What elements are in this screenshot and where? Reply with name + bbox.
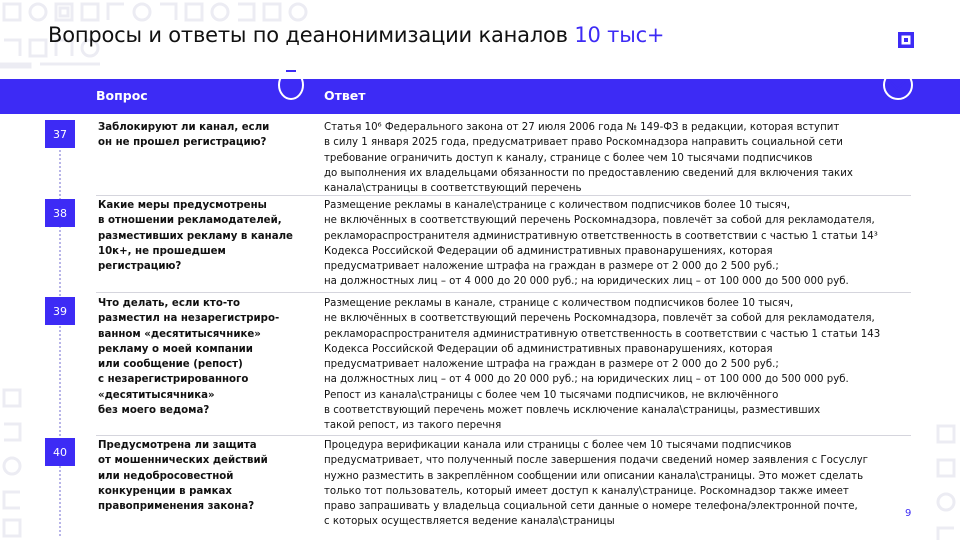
question-text: Что делать, если кто-то разместил на незарегистриро- ванном «десятитысячнике» рекламу о моей компании или сообщение (репост) с незарегистрированного «десятитысячника» без моего ведома? bbox=[98, 298, 280, 417]
decorative-pattern-bottom-right bbox=[920, 420, 960, 540]
page-number: 9 bbox=[905, 508, 912, 519]
page-title-accent: 10 тыс+ bbox=[574, 23, 665, 47]
row-number-badge: 40 bbox=[45, 438, 75, 466]
row-divider bbox=[96, 292, 911, 293]
row-number-badge: 37 bbox=[45, 120, 75, 148]
table-header bbox=[0, 79, 960, 114]
checkmark-ring-icon bbox=[881, 68, 915, 102]
column-header-question: Вопрос bbox=[96, 88, 148, 103]
answer-text: Статья 10⁶ Федерального закона от 27 июля 2006 года № 149-ФЗ в редакции, которая вступит в силу 1 января 2025 года, предусматривает право Роскомнадзора направить социальной сети требование ограничить доступ к каналу, странице с более чем 10 тысячами подписчиков до выполнения их владельцами обязанности по предоставлению сведений для включения таких канала\страницы в соответствующий перечень bbox=[324, 122, 853, 195]
question-text: Какие меры предусмотрены в отношении рекламодателей, разместивших рекламу в канале 10к+, не прошедшем регистрацию? bbox=[98, 200, 293, 273]
answer-text: Размещение рекламы в канале, странице с количеством подписчиков более 10 тысяч, не включённых в соответствующий перечень Роскомнадзора, повлечёт за собой для рекламодателя, рекламораспространителя административную ответственность в соответствии с частью 1 статьи 143 Кодекса Российской Федерации об административных правонарушениях, которая предусматривает наложение штрафа на граждан в размере от 2 000 до 2 500 руб.; на должностных лиц – от 4 000 до 20 000 руб.; на юридических лиц – от 100 000 до 500 000 руб. Репост из канала\страницы с более чем 10 тысячами подписчиков, не включённого в соответствующий перечень может повлечь исключение канала\страницы, разместивших такой репост, из такого перечня bbox=[324, 298, 881, 432]
row-divider bbox=[96, 195, 911, 196]
page-title-main: Вопросы и ответы по деанонимизации каналов bbox=[48, 23, 568, 47]
logo-square-icon bbox=[896, 30, 916, 50]
row-divider bbox=[96, 435, 911, 436]
question-text: Предусмотрена ли защита от мошеннических действий или недобросовестной конкуренции в рамках правоприменения закона? bbox=[98, 440, 268, 513]
answer-text: Размещение рекламы в канале\странице с количеством подписчиков более 10 тысяч, не включённых в соответствующий перечень Роскомнадзора, повлечёт за собой для рекламодателя, рекламораспространителя административную ответственность в соответствии с частью 1 статьи 14³ Кодекса Российской Федерации об административных правонарушениях, которая предусматривает наложение штрафа на граждан в размере от 2 000 до 2 500 руб.; на должностных лиц – от 4 000 до 20 000 руб.; на юридических лиц – от 100 000 до 500 000 руб. bbox=[324, 200, 878, 288]
page-title bbox=[48, 23, 664, 47]
ring-icon bbox=[276, 68, 306, 102]
row-number-badge: 39 bbox=[45, 297, 75, 325]
answer-text: Процедура верификации канала или страницы с более чем 10 тысячами подписчиков предусматривает, что полученный после завершения подачи сведений номер заявления с Госуслуг нужно разместить в закреплённом сообщении или описании канала\страницы. Это может сделать только тот пользователь, который имеет доступ к каналу\странице. Роскомнадзор также имеет право запрашивать у владельца социальной сети данные о номере телефона/электронной почте, с которых осуществляется ведение канала\страницы bbox=[324, 440, 869, 528]
row-number-badge: 38 bbox=[45, 199, 75, 227]
question-text: Заблокируют ли канал, если он не прошел регистрацию? bbox=[98, 122, 270, 149]
column-header-answer: Ответ bbox=[324, 88, 366, 103]
